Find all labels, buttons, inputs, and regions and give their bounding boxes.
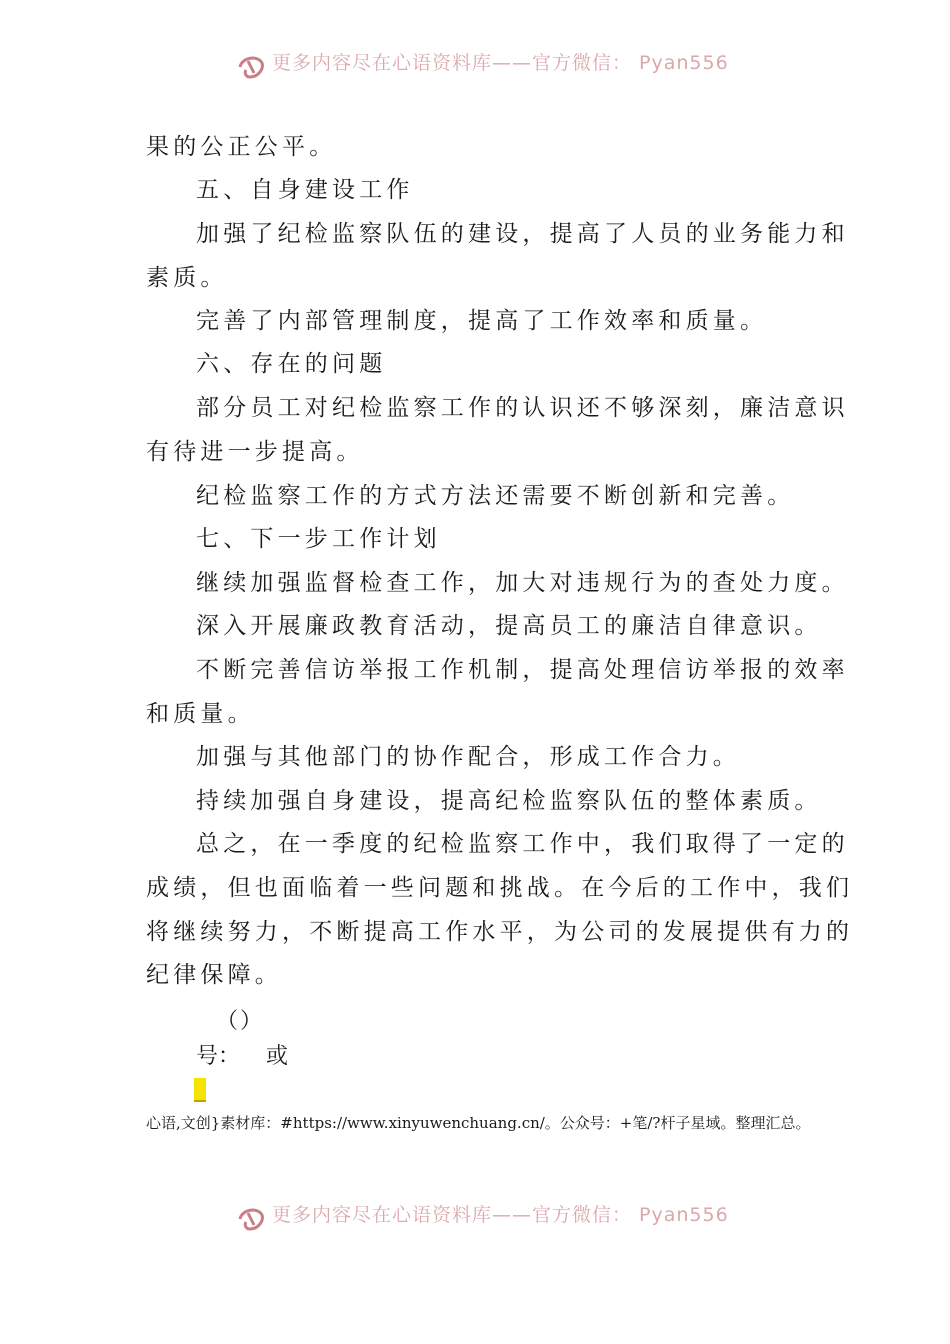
paragraph-line: 深入开展廉政教育活动，提高员工的廉洁自律意识。 (196, 613, 822, 639)
watermark-text: 更多内容尽在心语资料库——官方微信： Pyan556 (272, 52, 729, 74)
paragraph-line: 将继续努力，不断提高工作水平，为公司的发展提供有力的 (146, 919, 854, 945)
watermark-logo-icon (236, 53, 266, 81)
paragraph-line: 总之，在一季度的纪检监察工作中，我们取得了一定的 (196, 831, 849, 857)
text-cursor-highlight (194, 1078, 206, 1102)
empty-parentheses: （） (216, 1009, 265, 1034)
section-heading: 五、自身建设工作 (196, 177, 414, 203)
watermark-text: 更多内容尽在心语资料库——官方微信： Pyan556 (272, 1204, 729, 1226)
paragraph-line: 不断完善信访举报工作机制，提高处理信访举报的效率 (196, 657, 849, 683)
paragraph-line: 完善了内部管理制度，提高了工作效率和质量。 (196, 308, 768, 334)
paragraph-line: 纪律保障。 (146, 962, 282, 988)
paragraph-line: 果的公正公平。 (146, 134, 337, 160)
footer-watermark (236, 1204, 736, 1234)
paragraph-line: 和质量。 (146, 701, 255, 727)
paragraph-line: 加强了纪检监察队伍的建设，提高了人员的业务能力和 (196, 221, 849, 247)
paragraph-line: 持续加强自身建设，提高纪检监察队伍的整体素质。 (196, 788, 822, 814)
watermark-logo-icon (236, 1205, 266, 1233)
number-line (196, 1043, 288, 1071)
source-note: 心语,文创}素材库：#https://www.xinyuwenchuang.cn/。公众号：+笔/?杆子星域。整理汇总。 (146, 1114, 811, 1132)
paragraph-line: 加强与其他部门的协作配合，形成工作合力。 (196, 744, 740, 770)
number-value: 或 (266, 1044, 289, 1069)
section-heading: 六、存在的问题 (196, 351, 387, 377)
paragraph-line: 部分员工对纪检监察工作的认识还不够深刻，廉洁意识 (196, 395, 849, 421)
paragraph-line: 继续加强监督检查工作，加大对违规行为的查处力度。 (196, 570, 849, 596)
paragraph-line: 有待进一步提高。 (146, 439, 364, 465)
number-label: 号： (196, 1044, 241, 1069)
header-watermark (236, 52, 736, 82)
section-heading: 七、下一步工作计划 (196, 526, 441, 552)
paragraph-line: 成绩，但也面临着一些问题和挑战。在今后的工作中，我们 (146, 875, 854, 901)
paragraph-line: 素质。 (146, 265, 228, 291)
paragraph-line: 纪检监察工作的方式方法还需要不断创新和完善。 (196, 483, 795, 509)
